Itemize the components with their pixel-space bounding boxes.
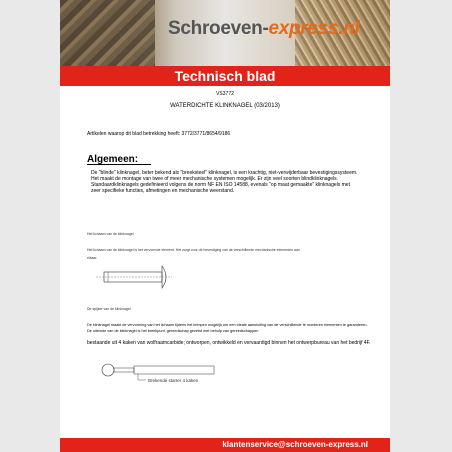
tools-photo — [60, 0, 155, 66]
fig1-text-b: elkaar. — [87, 256, 98, 260]
heading-underline — [87, 164, 151, 165]
fig1-text: Het lichaam van de klinknagel is het vervormde element. Het zorgt voor de bevestiging van de verschillende mechanische elementen aan — [87, 248, 300, 252]
fig2-caption: De spijker van de klinknagel — [87, 307, 131, 311]
document-page — [60, 0, 390, 452]
section-heading: Algemeen: — [87, 154, 139, 165]
fig2-text: De klinknagel maakt de vervorming van het lichaam tijdens het krimpen mogelijk om een ideale aansluiting van de verschillende te monteren elementen te garanderen. De uiteinde van de klinknagel is het breekpunt, gereedschap gezetst met behulp van gereedschappen — [87, 323, 368, 333]
header-banner — [60, 0, 390, 66]
document-title: Technisch blad — [60, 66, 390, 86]
fig2-text-b: bestaande uit 4 kaken van wolfraamcarbide; ontworpen, ontwikkeld en vervaardigd binnen het ontwerpbureau van het bedrijf 4F. — [87, 340, 371, 346]
rivet-mandrel-drawing — [98, 358, 218, 388]
document-code: VS3772 — [216, 91, 234, 97]
document-subtitle: WATERDICHTE KLINKNAGEL (03/2013) — [170, 103, 280, 109]
articles-line: Artikelen waarop dit blad betrekking heeft: 3772/3771/8654/9186 — [87, 131, 231, 137]
rivet-body-drawing — [94, 262, 174, 292]
intro-paragraph: De "blinde" klinknagel, beter bekend als "breekstеel" klinknagel, is een krachtig, niet-verwijderbaar bevestigingssysteem. Het maakt de montage van twee of meer mechanische systemen mogelijk. Er zijn veel soorten blindklinknagels. Standaardklinknagels gedefinieerd volgens de norm NF EN ISO 14588, evenals "op maat gemaakte" klinknagels met zeer specifieke functies, afmetingen en mechanische weerstand. — [91, 170, 358, 194]
site-logo[interactable]: Schroeven-express.nl — [168, 18, 360, 39]
mandrel-label: Brekende starter 4 kaken — [148, 378, 199, 383]
fig1-caption: Het lichaam van de klinknagel — [87, 232, 134, 236]
footer-email[interactable]: klantenservice@schroeven-express.nl — [60, 438, 390, 452]
